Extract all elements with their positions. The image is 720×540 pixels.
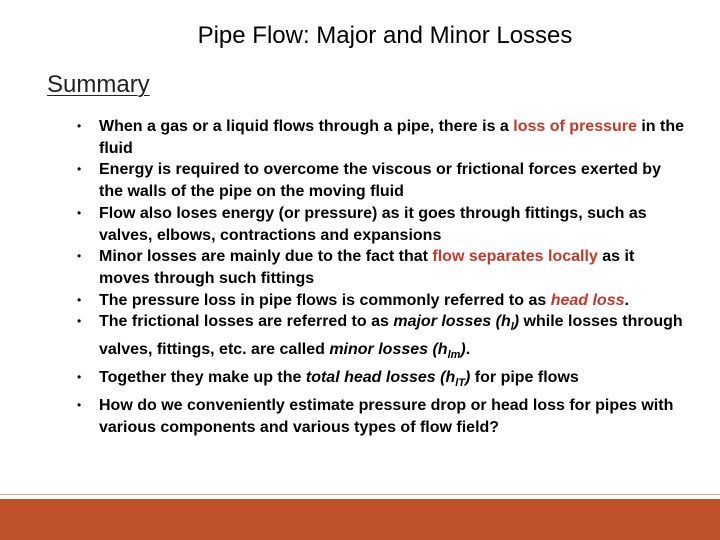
bullet-item (77, 290, 689, 312)
bullet-text: lm (447, 349, 461, 362)
bullet-item (77, 116, 689, 159)
bullet-text: Flow also loses energy (or pressure) as it goes through fittings, such as valves, elbows, contractions and expansions (99, 204, 647, 244)
bullet-text: How do we conveniently estimate pressure drop or head loss for pipes with various components and various types of flow field? (99, 397, 674, 436)
bullet-marker: • (77, 398, 82, 412)
bullet-marker: • (77, 119, 82, 133)
bullet-marker: • (77, 162, 82, 177)
bullet-text: for pipe flows (470, 369, 579, 387)
bullet-text: ) (460, 341, 466, 359)
bullet-text: minor losses (h (329, 341, 448, 359)
footer-divider (0, 494, 720, 495)
bullet-text: while losses through valves, fittings, etc. are called (99, 313, 683, 359)
bullet-text: head loss (550, 291, 625, 309)
bullet-item (77, 311, 689, 367)
bullet-list (77, 116, 689, 438)
bullet-text: The frictional losses are referred to as (99, 313, 394, 331)
bullet-text: Minor losses are mainly due to the fact that (99, 248, 433, 266)
bullet-text: in the fluid (99, 118, 684, 157)
bullet-marker: • (77, 292, 82, 307)
bullet-item (77, 395, 689, 438)
bullet-text: major losses (h (393, 313, 511, 331)
bullet-text: as it moves through such fittings (99, 248, 635, 287)
slide-subtitle: Summary (47, 71, 150, 98)
bullet-text: ) (465, 369, 471, 387)
bullet-text: The pressure loss in pipe flows is commonly referred to as (99, 291, 551, 309)
bullet-text: l (510, 321, 514, 334)
bullet-text: . (624, 291, 629, 309)
bullet-item (77, 246, 689, 289)
bullet-text: . (465, 341, 471, 359)
bullet-text: loss of pressure (513, 118, 637, 135)
bullet-text: flow separates locally (432, 248, 598, 266)
bullet-text: Energy is required to overcome the viscous or frictional forces exerted by the walls of the pipe on the moving fluid (99, 161, 661, 201)
bullet-text: total head losses (h (305, 369, 456, 387)
bullet-item (77, 203, 689, 246)
bullet-marker: • (77, 370, 82, 385)
bullet-marker: • (77, 314, 82, 329)
footer-bar (0, 499, 720, 540)
bullet-text: Together they make up the (99, 369, 306, 387)
bullet-item (77, 367, 689, 395)
bullet-text: ) (513, 313, 520, 331)
bullet-text: lT (455, 377, 466, 390)
bullet-text: When a gas or a liquid flows through a pipe, there is a (99, 118, 514, 135)
bullet-item (77, 159, 689, 202)
slide-title: Pipe Flow: Major and Minor Losses (197, 22, 573, 49)
bullet-marker: • (77, 205, 82, 220)
bullet-marker: • (77, 249, 82, 264)
